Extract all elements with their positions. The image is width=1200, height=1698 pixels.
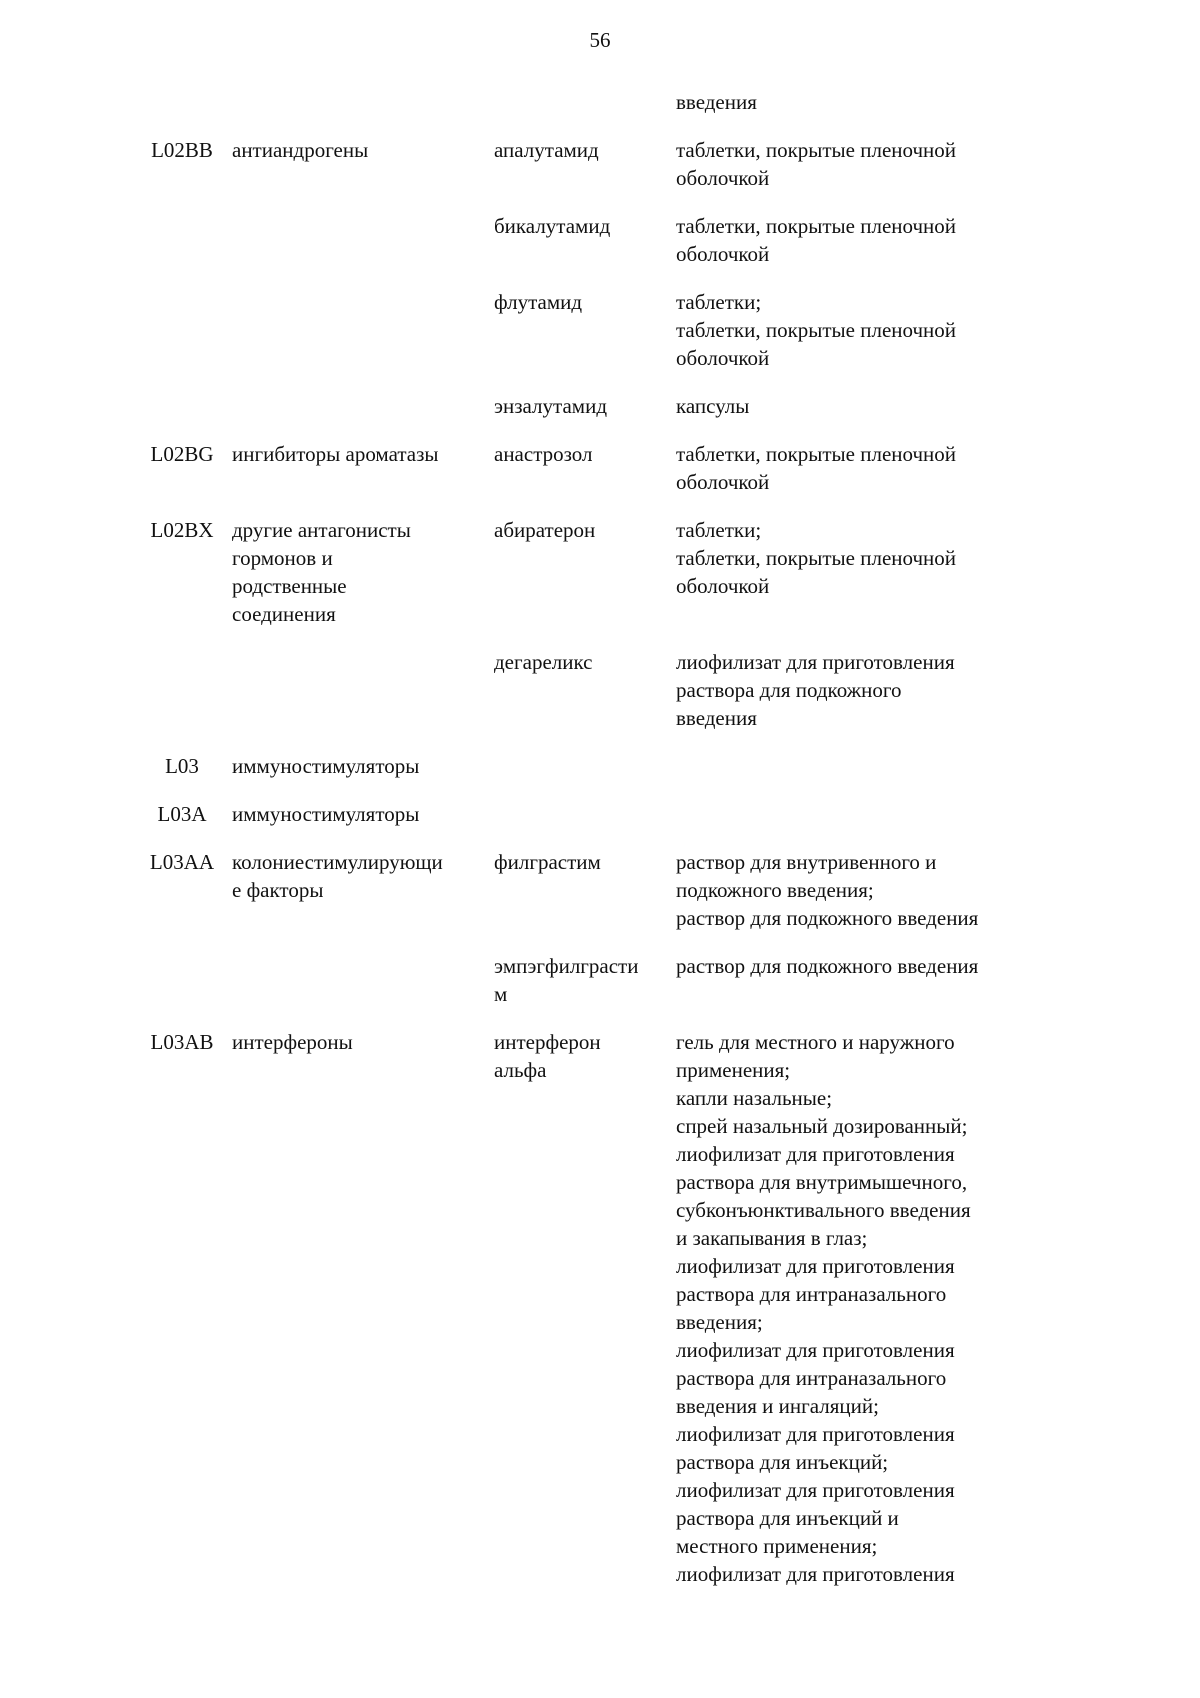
dosage-form-line: таблетки, покрытые пленочной bbox=[676, 546, 957, 570]
dosage-form-line: введения и ингаляций; bbox=[676, 1394, 879, 1418]
dosage-form-line: раствора для внутримышечного, bbox=[676, 1170, 968, 1194]
dosage-form-line: и закапывания в глаз; bbox=[676, 1226, 868, 1250]
dosage-form-line: раствора для интраназального bbox=[676, 1366, 947, 1390]
pharmacological-group: интерфероны bbox=[232, 1030, 353, 1054]
table-row bbox=[0, 648, 1200, 732]
dosage-form-line: таблетки, покрытые пленочной bbox=[676, 442, 957, 466]
page-number: 56 bbox=[589, 28, 611, 52]
dosage-form-line: лиофилизат для приготовления bbox=[676, 1142, 955, 1166]
drug-name: бикалутамид bbox=[494, 214, 611, 238]
pharmacological-group: колониестимулирующи е факторы bbox=[232, 850, 443, 902]
dosage-form-line: оболочкой bbox=[676, 242, 770, 266]
dosage-forms bbox=[676, 392, 1036, 420]
dosage-forms bbox=[676, 136, 1036, 192]
atc-code: L02BX bbox=[150, 518, 214, 542]
dosage-form-line: раствора для инъекций; bbox=[676, 1450, 889, 1474]
dosage-form-line: таблетки, покрытые пленочной bbox=[676, 214, 957, 238]
dosage-form-line: применения; bbox=[676, 1058, 791, 1082]
dosage-form-line: лиофилизат для приготовления bbox=[676, 1478, 955, 1502]
dosage-forms bbox=[676, 952, 1036, 980]
table-row bbox=[0, 848, 1200, 932]
drug-name: флутамид bbox=[494, 290, 583, 314]
table-row bbox=[0, 440, 1200, 496]
dosage-form-line: раствор для подкожного введения bbox=[676, 906, 979, 930]
pharmacological-group: иммуностимуляторы bbox=[232, 754, 420, 778]
drug-name: энзалутамид bbox=[494, 394, 607, 418]
dosage-form-line: таблетки, покрытые пленочной bbox=[676, 138, 957, 162]
dosage-form-line: местного применения; bbox=[676, 1534, 878, 1558]
table-row bbox=[0, 752, 1200, 780]
dosage-forms bbox=[676, 88, 1036, 116]
dosage-form-line: раствора для подкожного bbox=[676, 678, 902, 702]
drug-name: апалутамид bbox=[494, 138, 599, 162]
dosage-form-line: гель для местного и наружного bbox=[676, 1030, 955, 1054]
dosage-form-line: раствор для внутривенного и bbox=[676, 850, 937, 874]
pharmacological-group: ингибиторы ароматазы bbox=[232, 442, 439, 466]
dosage-forms bbox=[676, 288, 1036, 372]
table-row bbox=[0, 800, 1200, 828]
dosage-forms bbox=[676, 212, 1036, 268]
dosage-form-line: раствор для подкожного введения bbox=[676, 954, 979, 978]
table-row bbox=[0, 516, 1200, 628]
dosage-form-line: таблетки, покрытые пленочной bbox=[676, 318, 957, 342]
table-row bbox=[0, 1028, 1200, 1588]
dosage-form-line: оболочкой bbox=[676, 470, 770, 494]
atc-code: L02BB bbox=[151, 138, 213, 162]
dosage-form-line: лиофилизат для приготовления bbox=[676, 1254, 955, 1278]
pharmacological-group: другие антагонисты гормонов и родственные соединения bbox=[232, 518, 411, 626]
dosage-forms bbox=[676, 440, 1036, 496]
dosage-form-line: оболочкой bbox=[676, 166, 770, 190]
dosage-form-line: таблетки; bbox=[676, 518, 762, 542]
dosage-form-line: таблетки; bbox=[676, 290, 762, 314]
table-row bbox=[0, 212, 1200, 268]
drug-name: интерферон альфа bbox=[494, 1030, 601, 1082]
dosage-form-line: введения; bbox=[676, 1310, 763, 1334]
dosage-form-line: лиофилизат для приготовления bbox=[676, 650, 955, 674]
drug-name: абиратерон bbox=[494, 518, 596, 542]
table-row bbox=[0, 136, 1200, 192]
dosage-form-line: оболочкой bbox=[676, 346, 770, 370]
atc-code: L03AA bbox=[149, 850, 215, 874]
dosage-form-line: подкожного введения; bbox=[676, 878, 874, 902]
dosage-form-line: субконъюнктивального введения bbox=[676, 1198, 971, 1222]
atc-code: L03A bbox=[157, 802, 207, 826]
atc-code: L03AB bbox=[150, 1030, 214, 1054]
drug-name: эмпэгфилграсти м bbox=[494, 954, 639, 1006]
dosage-form-line: раствора для интраназального bbox=[676, 1282, 947, 1306]
medication-table bbox=[0, 88, 1200, 1608]
table-row bbox=[0, 88, 1200, 116]
dosage-form-line: раствора для инъекций и bbox=[676, 1506, 899, 1530]
atc-code: L03 bbox=[165, 754, 199, 778]
dosage-forms bbox=[676, 648, 1036, 732]
dosage-form-line: оболочкой bbox=[676, 574, 770, 598]
drug-name: дегареликс bbox=[494, 650, 593, 674]
dosage-form-line: капсулы bbox=[676, 394, 750, 418]
dosage-form-line: лиофилизат для приготовления bbox=[676, 1338, 955, 1362]
pharmacological-group: иммуностимуляторы bbox=[232, 802, 420, 826]
atc-code: L02BG bbox=[150, 442, 214, 466]
dosage-form-line: спрей назальный дозированный; bbox=[676, 1114, 968, 1138]
dosage-form-line: капли назальные; bbox=[676, 1086, 833, 1110]
dosage-form-line: введения bbox=[676, 90, 757, 114]
dosage-form-line: лиофилизат для приготовления bbox=[676, 1422, 955, 1446]
dosage-form-line: лиофилизат для приготовления bbox=[676, 1562, 955, 1586]
dosage-forms bbox=[676, 516, 1036, 600]
drug-name: филграстим bbox=[494, 850, 601, 874]
table-row bbox=[0, 392, 1200, 420]
table-row bbox=[0, 952, 1200, 1008]
table-row bbox=[0, 288, 1200, 372]
pharmacological-group: антиандрогены bbox=[232, 138, 369, 162]
dosage-forms bbox=[676, 1028, 1036, 1588]
drug-name: анастрозол bbox=[494, 442, 593, 466]
dosage-forms bbox=[676, 848, 1036, 932]
dosage-form-line: введения bbox=[676, 706, 757, 730]
